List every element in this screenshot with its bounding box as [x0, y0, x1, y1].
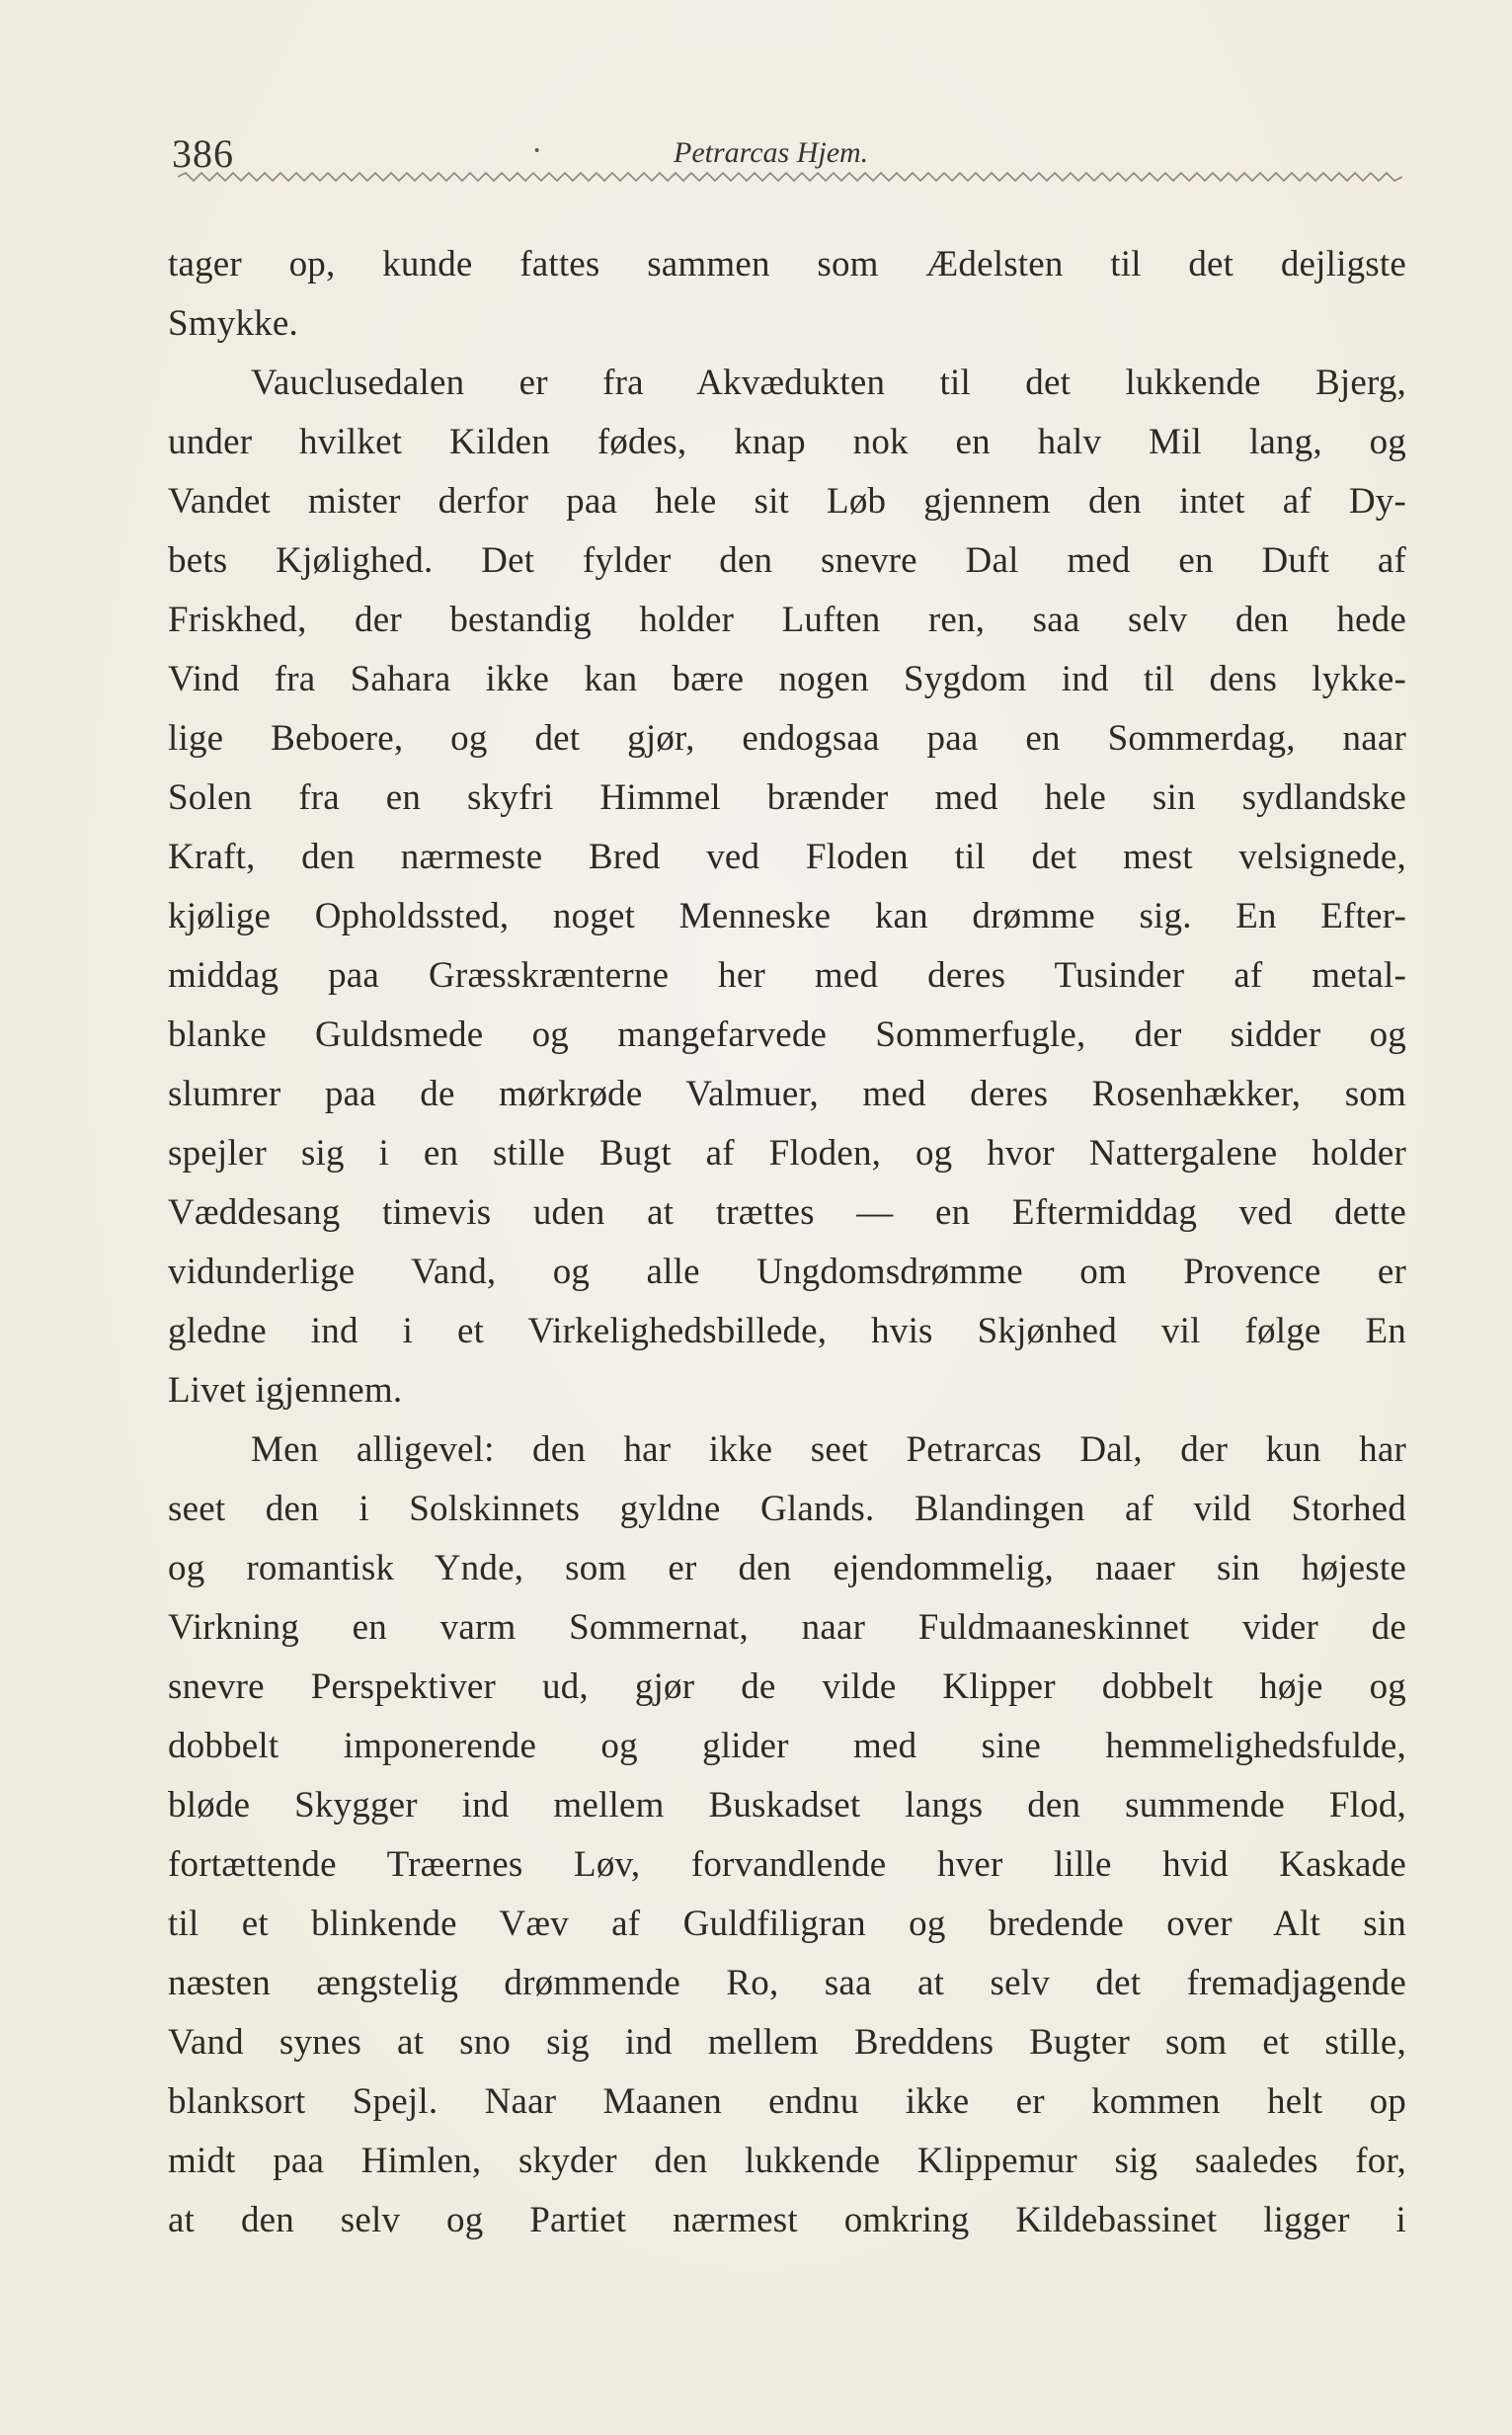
text-line: spejler sig i en stille Bugt af Floden, og hvor Nattergalene holder — [168, 1133, 1406, 1174]
text-line: fortættende Træernes Løv, forvandlende hver lille hvid Kaskade — [168, 1844, 1406, 1885]
text-line: Væddesang timevis uden at trættes — en Eftermiddag ved dette — [168, 1192, 1406, 1233]
text-line: Virkning en varm Sommernat, naar Fuldmaaneskinnet vider de — [168, 1607, 1406, 1648]
text-line: midt paa Himlen, skyder den lukkende Klippemur sig saaledes for, — [168, 2141, 1406, 2181]
text-line: blanke Guldsmede og mangefarvede Sommerfugle, der sidder og — [168, 1015, 1406, 1055]
text-line: snevre Perspektiver ud, gjør de vilde Klipper dobbelt høje og — [168, 1666, 1406, 1707]
text-line: middag paa Græsskrænterne her med deres Tusinder af metal- — [168, 955, 1406, 996]
text-line: under hvilket Kilden fødes, knap nok en halv Mil lang, og — [168, 422, 1406, 462]
text-line: gledne ind i et Virkelighedsbillede, hvis Skjønhed vil følge En — [168, 1311, 1406, 1351]
text-line: Kraft, den nærmeste Bred ved Floden til det mest velsignede, — [168, 837, 1406, 877]
text-line: slumrer paa de mørkrøde Valmuer, med deres Rosenhækker, som — [168, 1074, 1406, 1114]
text-line: Vand synes at sno sig ind mellem Breddens Bugter som et stille, — [168, 2022, 1406, 2063]
header-dot: · — [531, 132, 543, 169]
text-line: bløde Skygger ind mellem Buskadset langs den summende Flod, — [168, 1785, 1406, 1826]
body-text — [168, 235, 1406, 2250]
text-line: at den selv og Partiet nærmest omkring Kildebassinet ligger i — [168, 2200, 1406, 2240]
text-line: bets Kjølighed. Det fylder den snevre Dal med en Duft af — [168, 540, 1406, 581]
text-line: Friskhed, der bestandig holder Luften ren, saa selv den hede — [168, 600, 1406, 640]
text-line: kjølige Opholdssted, noget Menneske kan drømme sig. En Efter- — [168, 896, 1406, 936]
text-line: seet den i Solskinnets gyldne Glands. Blandingen af vild Storhed — [168, 1489, 1406, 1529]
text-line: Solen fra en skyfri Himmel brænder med hele sin sydlandske — [168, 777, 1406, 818]
text-line: Smykke. — [168, 303, 298, 344]
text-line: Vauclusedalen er fra Akvædukten til det lukkende Bjerg, — [251, 363, 1406, 403]
text-line: Men alligevel: den har ikke seet Petrarcas Dal, der kun har — [251, 1429, 1406, 1470]
text-line: lige Beboere, og det gjør, endogsaa paa en Sommerdag, naar — [168, 718, 1406, 759]
text-line: Vind fra Sahara ikke kan bære nogen Sygdom ind til dens lykke- — [168, 659, 1406, 699]
text-line: og romantisk Ynde, som er den ejendommelig, naaer sin højeste — [168, 1548, 1406, 1588]
text-line: næsten ængstelig drømmende Ro, saa at selv det fremadjagende — [168, 1963, 1406, 2003]
text-line: Vandet mister derfor paa hele sit Løb gjennem den intet af Dy- — [168, 481, 1406, 522]
text-line: blanksort Spejl. Naar Maanen endnu ikke er kommen helt op — [168, 2081, 1406, 2122]
text-line: til et blinkende Væv af Guldfiligran og bredende over Alt sin — [168, 1904, 1406, 1944]
text-line: vidunderlige Vand, og alle Ungdomsdrømme om Provence er — [168, 1252, 1406, 1292]
running-title: Petrarcas Hjem. — [674, 136, 869, 169]
text-line: tager op, kunde fattes sammen som Ædelsten til det dejligste — [168, 244, 1406, 284]
page-number: 386 — [172, 131, 234, 176]
text-line: Livet igjennem. — [168, 1370, 403, 1411]
text-line: dobbelt imponerende og glider med sine hemmelighedsfulde, — [168, 1726, 1406, 1766]
decorative-rule — [178, 170, 1402, 184]
